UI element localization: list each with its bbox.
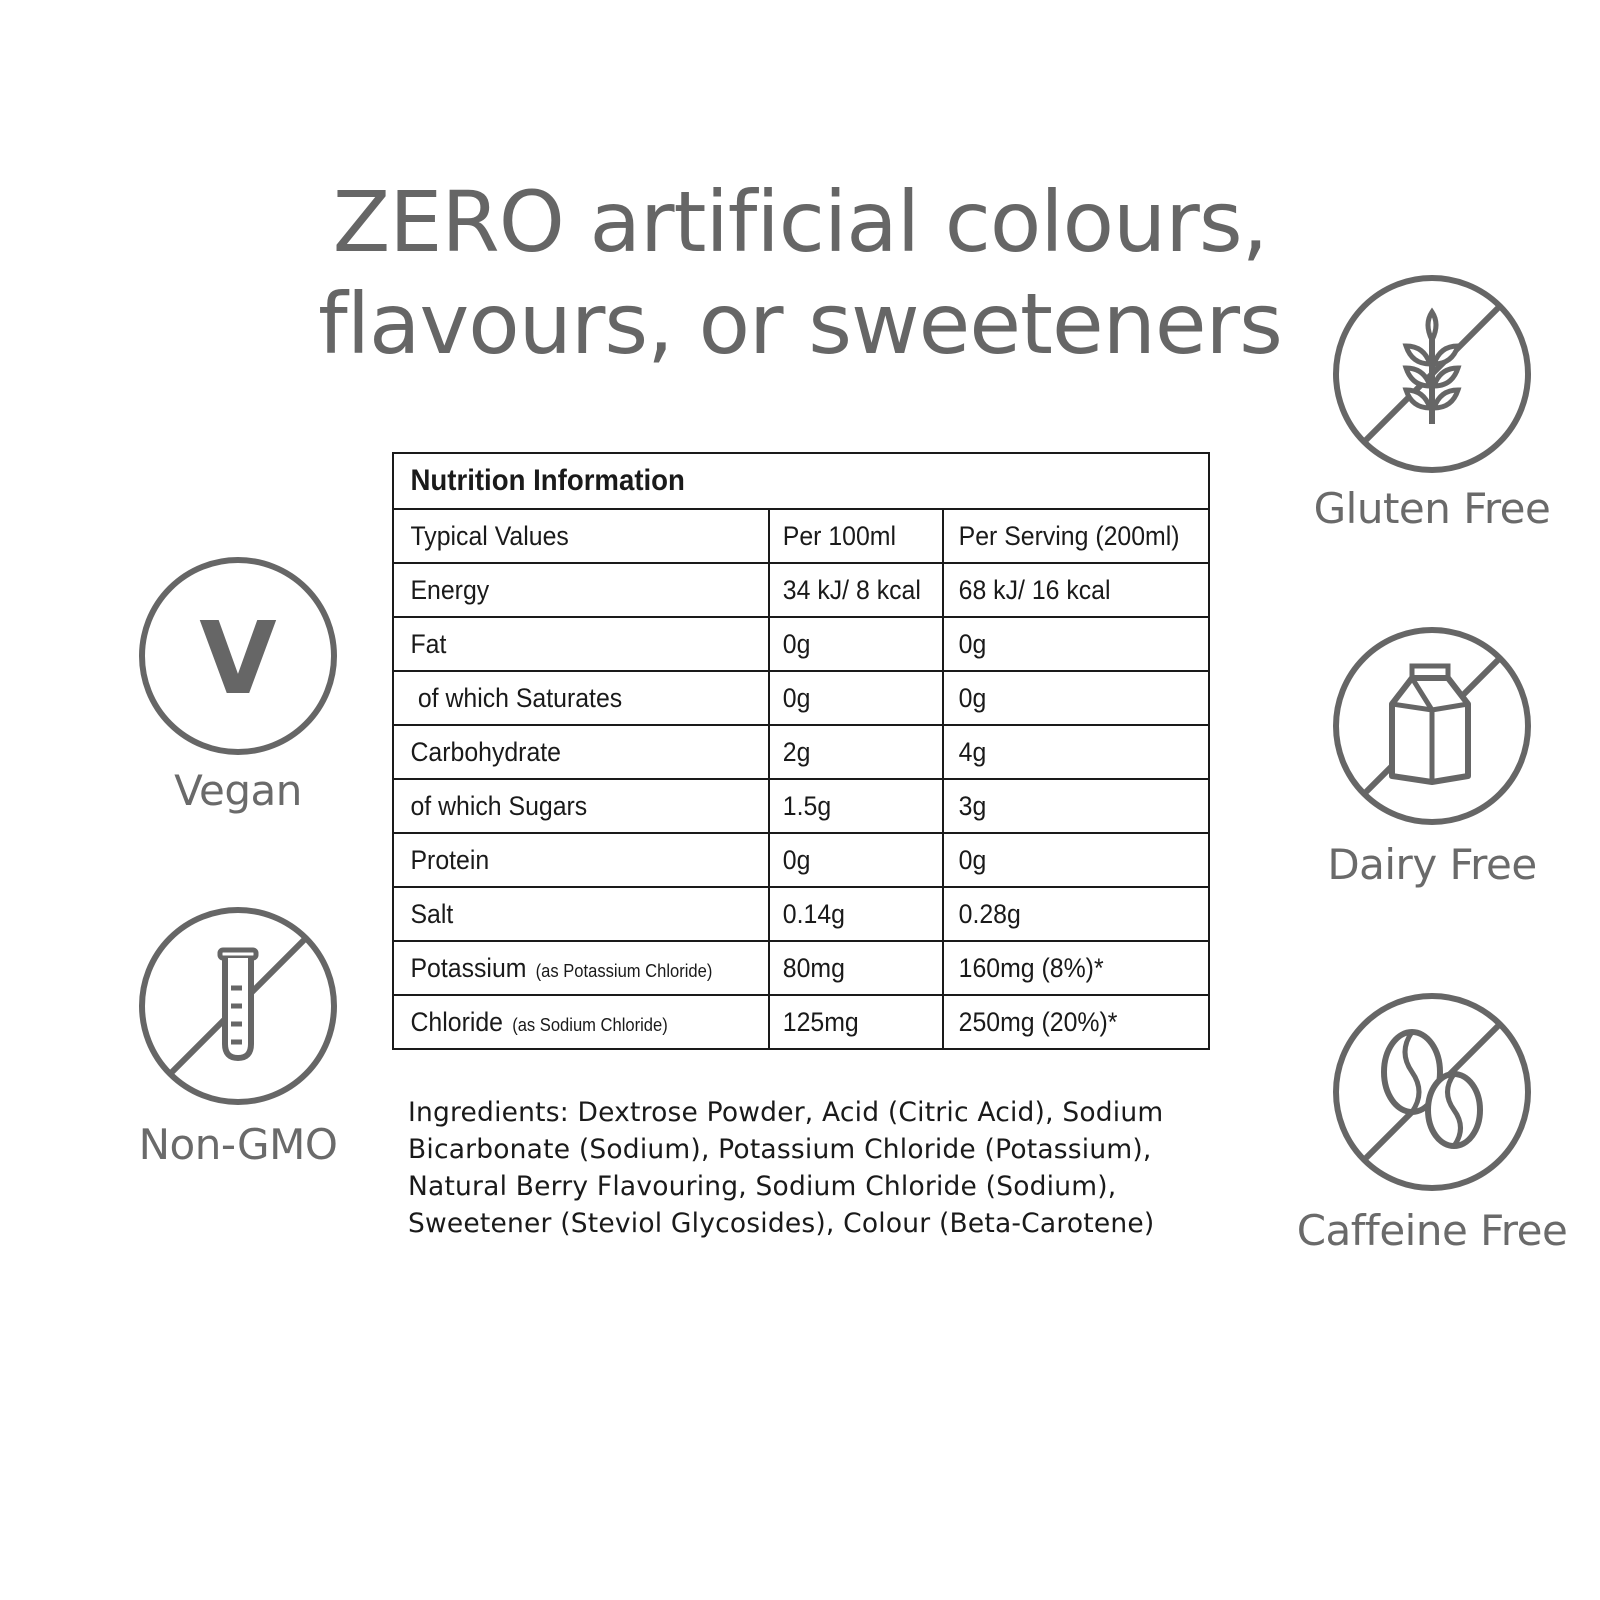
row-label-cell	[393, 941, 739, 995]
per-100-value: 80mg	[769, 941, 929, 995]
row-note: (as Potassium Chloride)	[535, 960, 713, 981]
nutrition-title: Nutrition Information	[393, 453, 1144, 509]
row-label: Potassium	[410, 952, 527, 983]
table-row	[393, 995, 1209, 1049]
per-100-value: 1.5g	[769, 779, 929, 833]
per-100-value: 2g	[769, 725, 929, 779]
per-serving-value: 3g	[943, 779, 1188, 833]
per-100-value: 0.14g	[769, 887, 929, 941]
ingredients-line: Bicarbonate (Sodium), Potassium Chloride (Potassium),	[408, 1134, 1152, 1165]
per-100-value: 125mg	[769, 995, 929, 1049]
per-100-value: 0g	[769, 671, 929, 725]
table-row	[393, 887, 1209, 941]
row-label: of which Saturates	[393, 671, 739, 725]
table-row	[393, 563, 1209, 617]
ingredients-line: Ingredients: Dextrose Powder, Acid (Citric Acid), Sodium	[408, 1097, 1164, 1128]
row-label: Carbohydrate	[393, 725, 739, 779]
ingredients-line: Sweetener (Steviol Glycosides), Colour (Beta-Carotene)	[408, 1208, 1155, 1239]
table-row	[393, 779, 1209, 833]
table-header-row	[393, 509, 1209, 563]
vegan-v-icon	[138, 556, 338, 756]
caffeine-free-label: Caffeine Free	[1296, 1206, 1568, 1255]
nutrition-table	[392, 452, 1210, 1050]
per-serving-value: 160mg (8%)*	[943, 941, 1188, 995]
headline-line-2: flavours, or sweeteners	[318, 275, 1282, 373]
ingredients-line: Natural Berry Flavouring, Sodium Chloride (Sodium),	[408, 1171, 1117, 1202]
non-gmo-label: Non-GMO	[138, 1120, 338, 1169]
column-header: Per Serving (200ml)	[943, 509, 1188, 563]
row-label: Chloride	[410, 1006, 503, 1037]
table-row	[393, 941, 1209, 995]
per-100-value: 0g	[769, 617, 929, 671]
row-label-cell	[393, 995, 739, 1049]
table-row	[393, 833, 1209, 887]
milk-carton-crossed-icon	[1332, 626, 1532, 826]
per-serving-value: 68 kJ/ 16 kcal	[943, 563, 1188, 617]
row-label: Energy	[393, 563, 739, 617]
per-serving-value: 0.28g	[943, 887, 1188, 941]
vegan-letter: V	[199, 600, 277, 717]
ingredients-text	[408, 1094, 1228, 1242]
table-row	[393, 725, 1209, 779]
dairy-free-badge	[1282, 626, 1582, 889]
coffee-bean-crossed-icon	[1332, 992, 1532, 1192]
per-100-value: 34 kJ/ 8 kcal	[769, 563, 929, 617]
dairy-free-label: Dairy Free	[1327, 840, 1537, 889]
test-tube-crossed-icon	[138, 906, 338, 1106]
vegan-badge	[118, 556, 358, 815]
row-label: Fat	[393, 617, 739, 671]
non-gmo-badge	[118, 906, 358, 1169]
gluten-free-label: Gluten Free	[1313, 484, 1551, 533]
row-label: Protein	[393, 833, 739, 887]
column-header: Per 100ml	[769, 509, 929, 563]
headline-line-1: ZERO artificial colours,	[332, 173, 1268, 271]
column-header: Typical Values	[393, 509, 739, 563]
per-serving-value: 0g	[943, 671, 1188, 725]
table-row	[393, 671, 1209, 725]
table-row	[393, 617, 1209, 671]
row-label: of which Sugars	[393, 779, 739, 833]
row-note: (as Sodium Chloride)	[512, 1014, 668, 1035]
vegan-label: Vegan	[174, 766, 302, 815]
per-serving-value: 0g	[943, 617, 1188, 671]
caffeine-free-badge	[1272, 992, 1592, 1255]
wheat-crossed-icon	[1332, 274, 1532, 474]
gluten-free-badge	[1282, 274, 1582, 533]
per-100-value: 0g	[769, 833, 929, 887]
per-serving-value: 4g	[943, 725, 1188, 779]
per-serving-value: 0g	[943, 833, 1188, 887]
row-label: Salt	[393, 887, 739, 941]
per-serving-value: 250mg (20%)*	[943, 995, 1188, 1049]
